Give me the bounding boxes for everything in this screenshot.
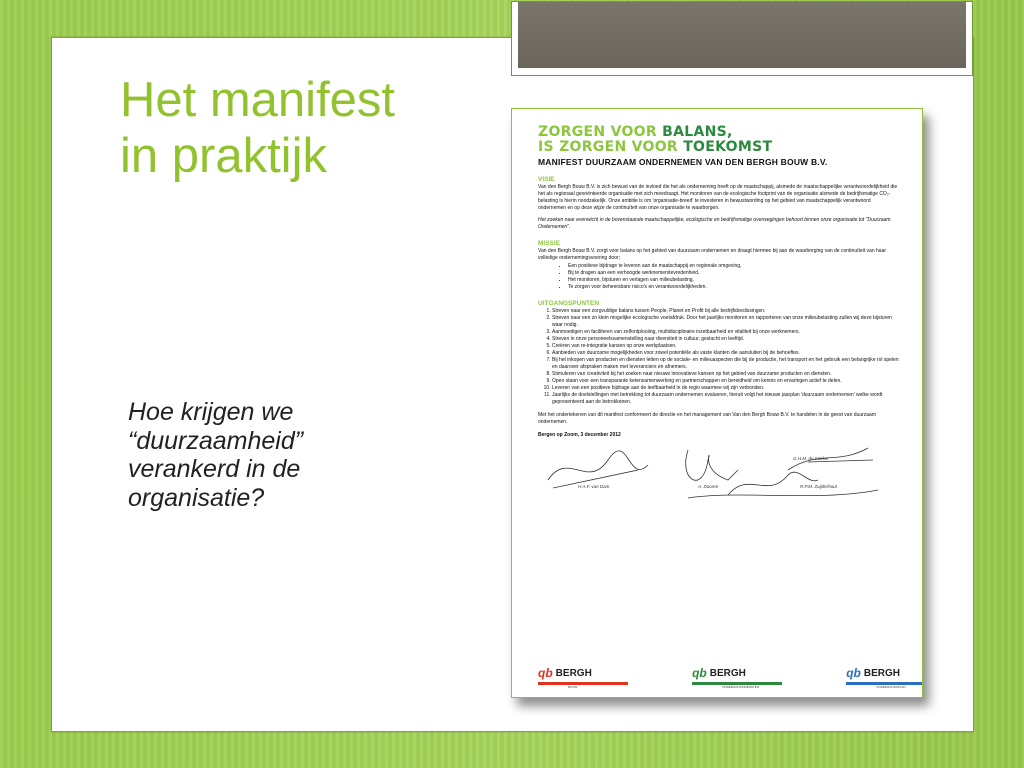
logo-bouw bbox=[538, 666, 592, 689]
headline-part: BALANS, bbox=[662, 124, 733, 140]
signatory-name: G.H.M. de Kokker bbox=[793, 456, 829, 461]
signature-1 bbox=[548, 451, 648, 488]
list-item: 7. Bij het inkopen van producten en diensten letten op de sociale- en milieuaspecten die bij de productie, het transport en het gebruik een belangrijke rol spelen en daarover afspraken maken met leveranciers en afnemers. bbox=[552, 357, 900, 371]
manifest-page bbox=[511, 108, 923, 698]
signatory-name: A. Dooren bbox=[698, 484, 719, 489]
logo-onderhoudsdiensten bbox=[692, 666, 759, 689]
manifest-subtitle: MANIFEST DUURZAAM ONDERNEMEN VAN DEN BERGH BOUW B.V. bbox=[538, 157, 828, 167]
list-item: 6. Aanbieden van duurzame mogelijkheden voor zowel potentiële als vaste klanten die aansluiten bij de behoeftes. bbox=[552, 350, 900, 357]
list-item: 10. Leveren van een positieve bijdrage aan de leefbaarheid in de regio waarmee wij zijn verbonden. bbox=[552, 385, 900, 392]
signature-2 bbox=[686, 450, 738, 480]
signatures bbox=[538, 440, 900, 504]
photo-placeholder bbox=[518, 2, 966, 68]
visie-heading: VISIE bbox=[538, 176, 555, 183]
uitgangspunten-heading: UITGANGSPUNTEN bbox=[538, 300, 600, 307]
missie-text: Van den Bergh Bouw B.V. zorgt voor balans op het gebied van duurzaam ondernemen en draagt hiermee bij aan de waarborging van de continuïteit van haar volledige ondernemingsvoering door; bbox=[538, 248, 887, 261]
uitgangspunten-list bbox=[538, 308, 900, 406]
list-item: • Te zorgen voor beheersbare risico's en verantwoordelijkheden. bbox=[568, 284, 900, 291]
signatory-name: R.P.M. Zuijderhout bbox=[800, 484, 837, 489]
qb-mark-icon: qb bbox=[538, 666, 553, 680]
list-item: 4. Streven in onze personeelssamenstelling naar diversiteit in cultuur, geslacht en leeftijd. bbox=[552, 336, 900, 343]
list-item: 1. Streven naar een zorgvuldige balans tussen People, Planet en Profit bij alle bedrijfsbeslissingen. bbox=[552, 308, 900, 315]
company-logos bbox=[538, 666, 906, 689]
list-item: 11. Jaarlijks de doelstellingen met betrekking tot duurzaam ondernemen evalueren, hieruit volgt het nieuwe jaarplan 'duurzaam ondernemen' welke wordt gepresenteerd aan de betrokkenen. bbox=[552, 392, 900, 406]
qb-mark-icon: qb bbox=[846, 666, 861, 680]
visie-italic-text: Het zoeken naar evenwicht in de bovenstaande maatschappelijke, ecologische en bedrijfsmatige overwegingen behoort binnen onze organisatie tot "Duurzaam Ondernemen". bbox=[538, 217, 891, 230]
list-item: • Een positieve bijdrage te leveren aan de maatschappij en regionale omgeving, bbox=[568, 263, 900, 270]
headline-part: IS ZORGEN VOOR bbox=[538, 139, 684, 155]
signature-scribbles bbox=[538, 440, 898, 504]
logo-name: BERGH bbox=[863, 667, 900, 679]
list-item: 3. Aanmoedigen en faciliteren van zelfontplooiing, multidisciplinaire inzetbaarheid en vitaliteit bij onze werknemers. bbox=[552, 329, 900, 336]
logo-tag: BOUW bbox=[568, 685, 578, 689]
logo-tag: ONDERHOUDSDIENSTEN bbox=[722, 685, 759, 689]
closing-text: Met het ondertekenen van dit manifest conformeert de directie en het management van Van den Bergh Bouw B.V. te handelen in de geest van duurzaam ondernemen. bbox=[538, 412, 876, 425]
slide-question: Hoe krijgen we “duurzaamheid” verankerd in de organisatie? bbox=[128, 398, 304, 512]
list-item: 8. Stimuleren van creativiteit bij het zoeken naar nieuwe innovatieve kansen op het gebied van duurzame producten en diensten. bbox=[552, 371, 900, 378]
signatory-name: H.A.F. van Dam bbox=[578, 484, 610, 489]
signature-5 bbox=[688, 490, 878, 498]
list-item: 2. Streven naar een zo klein mogelijke ecologische voetafdruk. Door het jaarlijks monitoren en rapporteren van onze milieubelasting zullen wij deze bijsturen waar nodig. bbox=[552, 315, 900, 329]
manifest-document bbox=[511, 108, 923, 698]
photo-frame bbox=[511, 1, 973, 76]
slide-title: Het manifest in praktijk bbox=[120, 73, 396, 183]
visie-text: Van den Bergh Bouw B.V. is zich bewust van de invloed die het als onderneming heeft op de maatschappij, alsmede de maatschappelijke verantwoordelijkheid die het als regionaal georiënteerde organisatie met zich meedraagt. Het monitoren van de ecologische footprint van de organisatie alsmede de bedrijfsmatige CO₂-belasting is hierin noodzakelijk. Onze ambitie is om 'organisatie-breed' te investeren in bewustwording op het gebied van maatschappelijk verantwoord ondernemen en op deze wijze de continuïteit van onze organisatie te waarborgen. bbox=[538, 184, 898, 211]
logo-tag: ONDERHOUDSPLAN bbox=[876, 685, 906, 689]
qb-mark-icon: qb bbox=[692, 666, 707, 680]
manifest-headline bbox=[538, 125, 900, 155]
logo-bar bbox=[538, 682, 628, 685]
headline-part: TOEKOMST bbox=[683, 139, 773, 155]
logo-name: BERGH bbox=[555, 667, 592, 679]
list-item: • Bij te dragen aan een verhoogde werknemerstevredenheid, bbox=[568, 270, 900, 277]
missie-heading: MISSIE bbox=[538, 240, 561, 247]
list-item: 9. Open staan voor een transparante ketensamenwerking en partnerschappen en bereidheid om kennis en ervaringen actief te delen. bbox=[552, 378, 900, 385]
logo-onderhoudsplan bbox=[846, 666, 906, 689]
list-item: 5. Creëren van re-integratie kansen op onze werkplaatsen. bbox=[552, 343, 900, 350]
headline-part: ZORGEN VOOR bbox=[538, 124, 663, 140]
missie-bullets bbox=[538, 263, 900, 291]
list-item: • Het monitoren, bijsturen en verlagen van milieubelasting, bbox=[568, 277, 900, 284]
logo-name: BERGH bbox=[709, 667, 746, 679]
place-date: Bergen op Zoom, 3 december 2012 bbox=[538, 432, 621, 438]
